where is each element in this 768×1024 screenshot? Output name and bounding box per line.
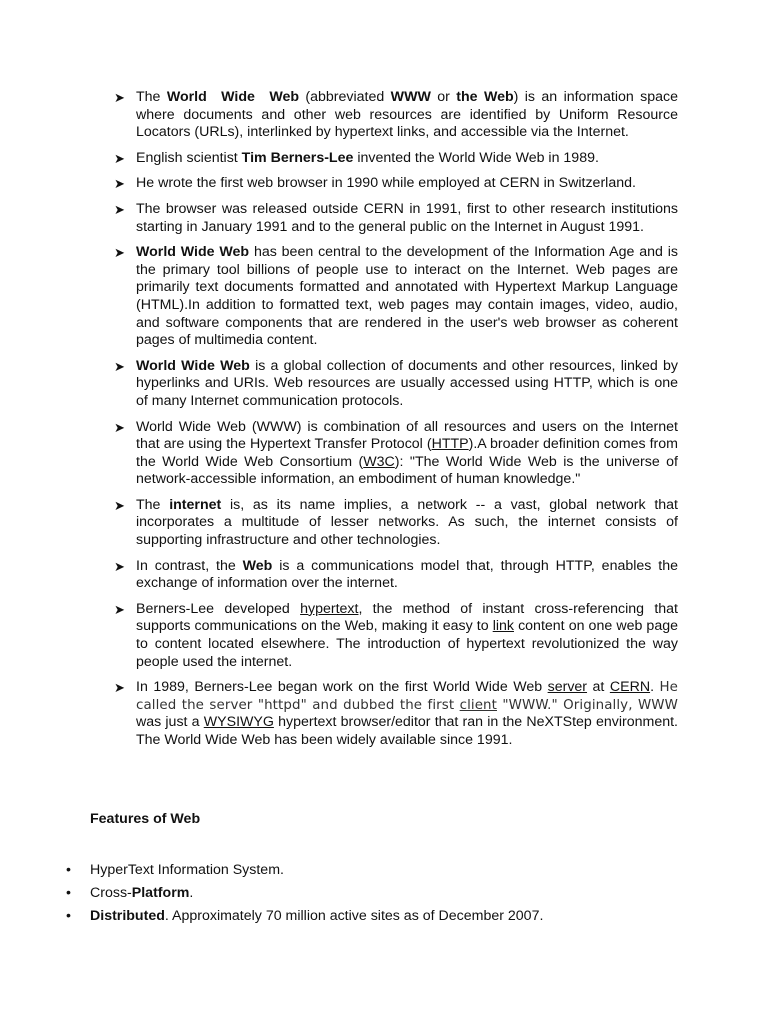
list-item: ➤ English scientist Tim Berners-Lee invented the World Wide Web in 1989. bbox=[114, 149, 599, 166]
list-item: ➤ Berners-Lee developed hypertext, the method of instant cross-referencing that supports communications on the Web, making it easy to link content on one web page to content located elsewhere. The introduction of hypertext revolutionized the way people used the internet. bbox=[114, 600, 678, 670]
list-item: ➤ In contrast, the Web is a communications model that, through HTTP, enables the exchange of information over the internet. bbox=[114, 557, 678, 592]
list-item: ➤ World Wide Web is a global collection of documents and other resources, linked by hyperlinks and URIs. Web resources are usually accessed using HTTP, which is one of many Internet communication protocols. bbox=[114, 357, 678, 409]
list-item: ➤ The internet is, as its name implies, a network -- a vast, global network that incorporates a multitude of lesser networks. As such, the internet consists of supporting infrastructure and other technologies. bbox=[114, 496, 678, 549]
list-item: ➤ In 1989, Berners-Lee began work on the first World Wide Web server at CERN. He called the server "httpd" and dubbed the first client "WWW." Originally, WWW was just a WYSIWYG hypertext browser/editor that ran in the NeXTStep environment. The World Wide Web has been widely available since 1991. bbox=[114, 679, 679, 748]
arrow-bullet-icon: ➤ bbox=[114, 358, 125, 374]
server-link[interactable]: server bbox=[547, 679, 588, 696]
arrow-bullet-icon: ➤ bbox=[114, 497, 125, 513]
arrow-bullet-icon: ➤ bbox=[114, 601, 125, 617]
link-link[interactable]: link bbox=[492, 618, 514, 635]
arrow-bullet-icon: ➤ bbox=[114, 176, 125, 192]
cern-link[interactable]: CERN bbox=[609, 679, 651, 696]
list-item: • Cross-Platform. bbox=[66, 884, 194, 901]
bullet-dot-icon: • bbox=[66, 884, 71, 901]
hypertext-link[interactable]: hypertext bbox=[300, 600, 359, 617]
features-heading: Features of Web bbox=[90, 811, 201, 827]
features-list bbox=[66, 862, 686, 930]
bullet-dot-icon: • bbox=[66, 907, 71, 924]
client-link[interactable]: client bbox=[459, 697, 497, 713]
w3c-link[interactable]: W3C bbox=[363, 453, 395, 470]
arrow-bullet-icon: ➤ bbox=[114, 558, 125, 574]
http-link[interactable]: HTTP bbox=[431, 436, 469, 453]
arrow-bullet-icon: ➤ bbox=[114, 245, 125, 261]
list-item: • HyperText Information System. bbox=[66, 862, 284, 878]
list-item: ➤ World Wide Web (WWW) is combination of all resources and users on the Internet that are using the Hypertext Transfer Protocol (HTTP).A broader definition comes from the World Wide Web Consortium (W3C): "The World Wide Web is the universe of network-accessible information, an embodiment of human knowledge." bbox=[114, 418, 678, 488]
arrow-bullet-icon: ➤ bbox=[114, 680, 125, 696]
bullet-dot-icon: • bbox=[66, 862, 71, 878]
list-item: ➤ World Wide Web has been central to the development of the Information Age and is the primary tool billions of people use to interact on the Internet. Web pages are primarily text documents formatted and annotated with Hypertext Markup Language (HTML).In addition to formatted text, web pages may contain images, video, audio, and software components that are rendered in the user's web browser as coherent pages of multimedia content. bbox=[114, 244, 678, 349]
list-item: ➤ The browser was released outside CERN in 1991, first to other research institutions starting in January 1991 and to the general public on the Internet in August 1991. bbox=[114, 200, 678, 235]
arrow-bullet-icon: ➤ bbox=[114, 90, 125, 105]
arrow-bullet-icon: ➤ bbox=[114, 201, 125, 217]
list-item: ➤ The World Wide Web (abbreviated WWW or the Web) is an information space where documents and other web resources are identified by Uniform Resource Locators (URLs), interlinked by hypertext links, and accessible via the Internet. bbox=[114, 89, 678, 141]
bullet-list bbox=[114, 89, 678, 750]
wysiwyg-link[interactable]: WYSIWYG bbox=[203, 714, 274, 731]
arrow-bullet-icon: ➤ bbox=[114, 419, 125, 435]
list-item: ➤ He wrote the first web browser in 1990 while employed at CERN in Switzerland. bbox=[114, 175, 636, 192]
arrow-bullet-icon: ➤ bbox=[114, 150, 125, 166]
list-item: • Distributed. Approximately 70 million active sites as of December 2007. bbox=[66, 907, 544, 924]
